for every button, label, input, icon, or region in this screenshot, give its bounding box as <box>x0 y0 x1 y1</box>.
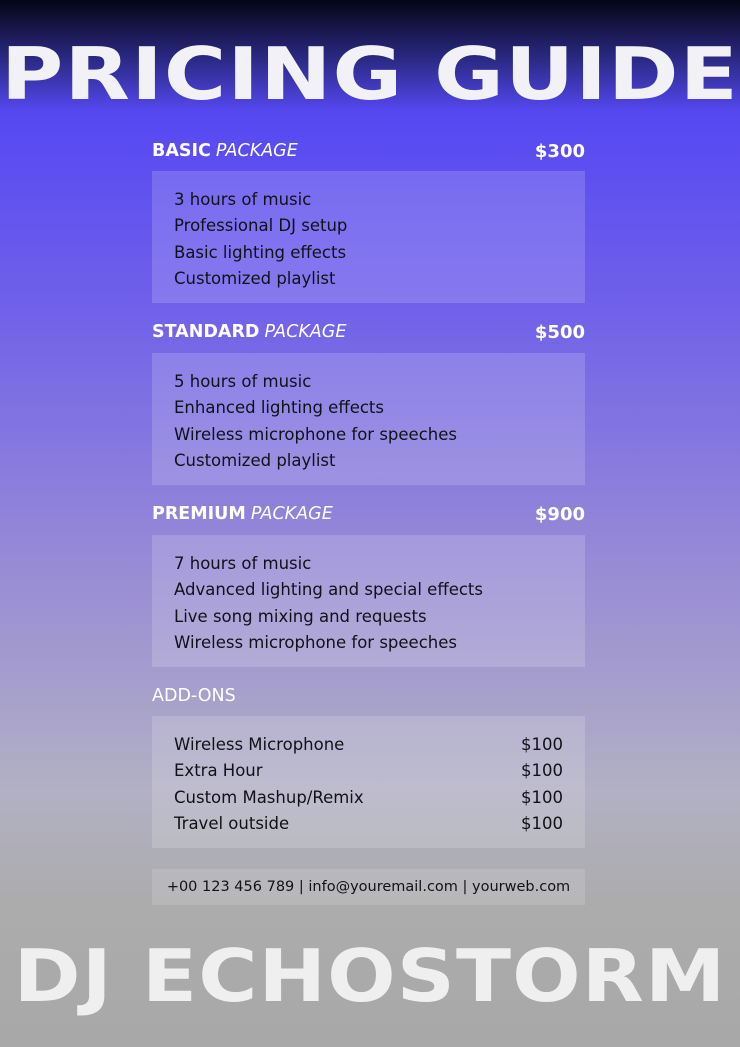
package-name <box>152 141 298 161</box>
package-header-standard <box>152 320 585 344</box>
addons-list <box>152 716 585 848</box>
package-price-premium: $900 <box>534 503 585 525</box>
feature-item: 3 hours of music <box>174 190 312 209</box>
addon-price: $100 <box>521 787 563 807</box>
package-name-premium: PREMIUM <box>152 504 246 524</box>
feature-item: Wireless microphone for speeches <box>174 632 457 652</box>
addon-row <box>174 785 563 811</box>
addon-name: Travel outside <box>174 813 290 833</box>
feature-item: Basic lighting effects <box>174 242 347 262</box>
package-price-standard: $500 <box>534 321 585 343</box>
package-suffix: PACKAGE <box>250 504 333 524</box>
package-name-basic: BASIC <box>152 141 211 161</box>
feature-item: Advanced lighting and special effects <box>174 580 483 600</box>
page-title: PRICING GUIDE <box>1 32 739 116</box>
feature-item: Wireless microphone for speeches <box>174 424 457 444</box>
package-suffix: PACKAGE <box>264 322 347 342</box>
addon-name: Wireless Microphone <box>174 735 345 754</box>
package-header-premium <box>152 502 585 526</box>
package-features-standard <box>152 353 585 485</box>
addon-row <box>174 732 563 758</box>
feature-item: Customized playlist <box>174 450 336 470</box>
feature-item: Enhanced lighting effects <box>174 398 384 418</box>
addon-name: Custom Mashup/Remix <box>174 787 364 807</box>
package-features-basic <box>152 171 585 303</box>
package-price-basic: $300 <box>534 140 585 162</box>
feature-item: Professional DJ setup <box>174 216 348 236</box>
package-suffix: PACKAGE <box>215 141 298 161</box>
package-name <box>152 504 333 524</box>
addon-name: Extra Hour <box>174 761 263 781</box>
addon-price: $100 <box>521 761 563 781</box>
addon-price: $100 <box>521 735 563 754</box>
package-header-basic <box>152 139 585 163</box>
addon-row <box>174 811 563 837</box>
package-name <box>152 322 346 342</box>
feature-item: Live song mixing and requests <box>174 606 427 626</box>
package-name-standard: STANDARD <box>152 322 260 342</box>
contact-bar: +00 123 456 789 | info@youremail.com | yourweb.com <box>152 869 585 905</box>
addons-title: ADD-ONS <box>152 686 236 706</box>
feature-item: 5 hours of music <box>174 372 312 391</box>
artist-name: DJ ECHOSTORM <box>13 934 727 1018</box>
feature-item: Customized playlist <box>174 268 336 288</box>
addon-row <box>174 758 563 784</box>
feature-item: 7 hours of music <box>174 554 312 573</box>
addon-price: $100 <box>521 813 563 833</box>
package-features-premium <box>152 535 585 667</box>
